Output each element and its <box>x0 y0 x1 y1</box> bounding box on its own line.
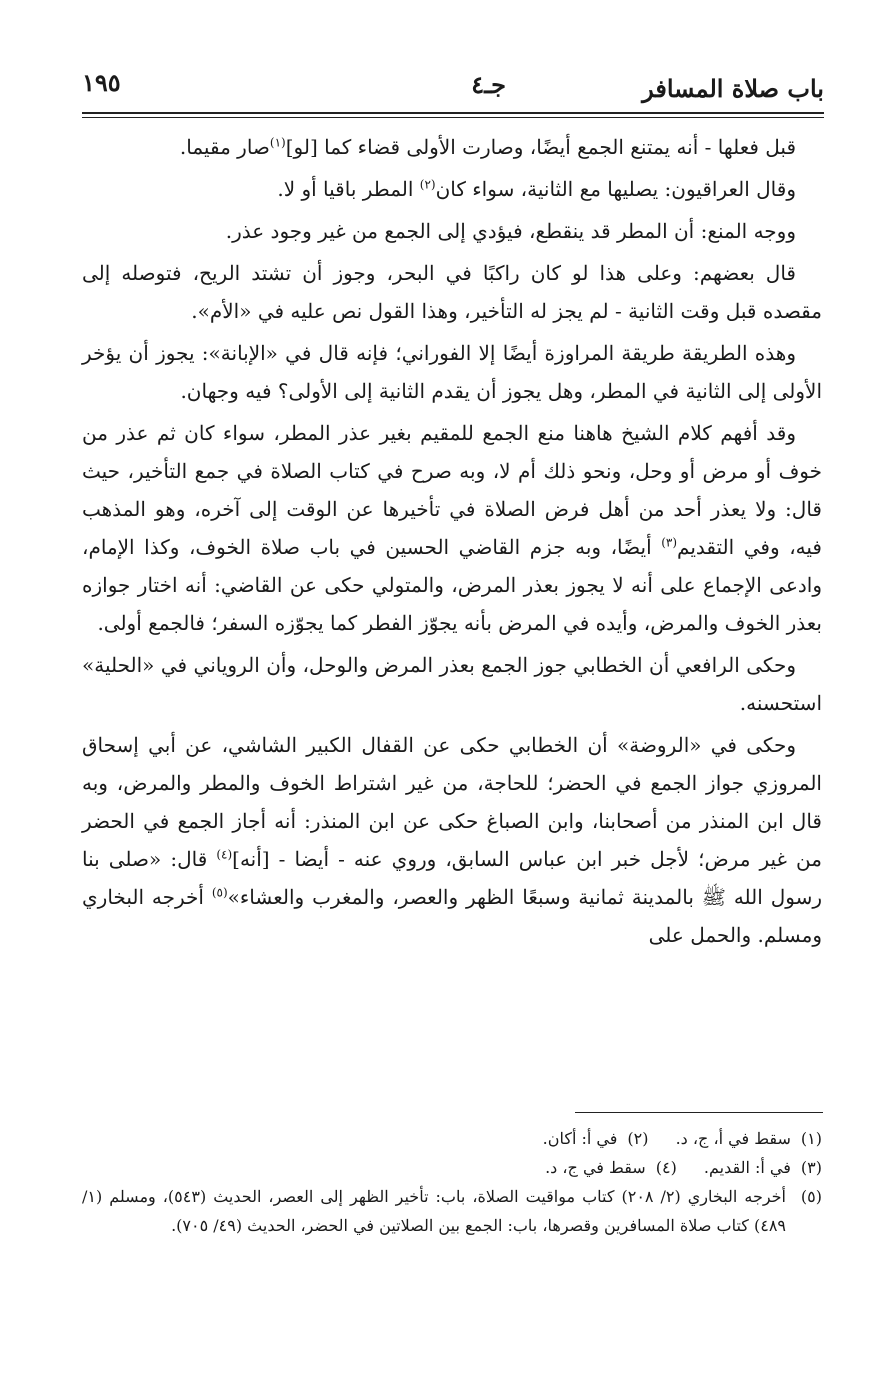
header-rule-thin <box>82 117 824 118</box>
footnote-3: (٣) في أ: القديم. <box>703 1158 822 1177</box>
paragraph-5: وهذه الطريقة طريقة المراوزة أيضًا إلا الفوراني؛ فإنه قال في «الإبانة»: يجوز أن يؤخر الأولى إلى الثانية في المطر، وهل يجوز أن يقدم الثانية إلى الأولى؟ فيه وجهان. <box>82 341 822 403</box>
volume-label: جـ٤ <box>471 70 506 99</box>
chapter-title: باب صلاة المسافر <box>642 74 824 103</box>
footnote-5: (٥) أخرجه البخاري (٢/ ٢٠٨) كتاب مواقيت الصلاة، باب: تأخير الظهر إلى العصر، الحديث (٥٤٣)، ومسلم (١/ ٤٨٩) كتاب صلاة المسافرين وقصرها، باب: الجمع بين الصلاتين في الحضر، الحديث (٤٩/ ٧٠٥). <box>82 1187 822 1235</box>
footnote-4: (٤) سقط في ج، د. <box>545 1158 677 1177</box>
footnote-separator <box>575 1112 823 1113</box>
footnote-1: (١) سقط في أ، ج، د. <box>675 1129 822 1148</box>
paragraph-2: وقال العراقيون: يصليها مع الثانية، سواء كان$^{(٢)}$ المطر باقيا أو لا. <box>277 177 796 201</box>
footnote-ref-2[interactable]: (٢) <box>419 177 436 192</box>
paragraph-1: قبل فعلها - أنه يمتنع الجمع أيضًا، وصارت الأولى قضاء كما [لو]$^{(١)}$صار مقيما. <box>179 135 796 159</box>
footnote-2: (٢) في أ: أكان. <box>542 1129 649 1148</box>
paragraph-6: وقد أفهم كلام الشيخ هاهنا منع الجمع للمقيم بغير عذر المطر، سواء كان ثم عذر من خوف أو مرض أو وحل، ونحو ذلك أم لا، وبه صرح في كتاب الصلاة في جمع التأخير، حيث قال: ولا يعذر أحد من أهل فرض الصلاة في تأخيرها عن الوقت إلى آخره، وهو المذهب فيه، وفي التقديم$^{(٣)}$ أيضًا، وبه جزم القاضي الحسين في باب صلاة الخوف، وكذا الإمام، وادعى الإجماع على أنه لا يجوز بعذر المرض، والمتولي حكى عن القاضي: أنه اختار جوازه بعذر الخوف والمرض، وأيده في المرض بأنه يجوّز الفطر كما يجوّزه السفر؛ فالجمع أولى. <box>82 421 822 635</box>
footnote-ref-5[interactable]: (٥) <box>211 885 228 900</box>
footnote-ref-4[interactable]: (٤) <box>216 847 233 862</box>
header-rule-thick <box>82 112 824 114</box>
paragraph-3: ووجه المنع: أن المطر قد ينقطع، فيؤدي إلى الجمع من غير وجود عذر. <box>225 219 796 243</box>
footnotes <box>82 1124 822 1240</box>
page-number: ١٩٥ <box>82 68 121 97</box>
paragraph-7: وحكى الرافعي أن الخطابي جوز الجمع بعذر المرض والوحل، وأن الروياني في «الحلية» استحسنه. <box>82 653 822 715</box>
footnote-row-2 <box>82 1153 822 1182</box>
footnote-ref-3[interactable]: (٣) <box>661 535 678 550</box>
footnote-ref-1[interactable]: (١) <box>269 135 286 150</box>
page-header <box>82 60 824 110</box>
paragraph-4: قال بعضهم: وعلى هذا لو كان راكبًا في البحر، وجوز أن تشتد الريح، فتوصله إلى مقصده قبل وقت الثانية - لم يجز له التأخير، وهذا القول نص عليه في «الأم». <box>82 261 822 323</box>
paragraph-8: وحكى في «الروضة» أن الخطابي حكى عن القفال الكبير الشاشي، عن أبي إسحاق المروزي جواز الجمع في الحضر؛ للحاجة، من غير اشتراط الخوف والمطر والمرض، وبه قال ابن المنذر من أصحابنا، وابن الصباغ حكى عن ابن المنذر: أنه أجاز الجمع في الحضر من غير مرض؛ لأجل خبر ابن عباس السابق، وروي عنه - أيضا - [أنه]$^{(٤)}$ قال: «صلى بنا رسول الله ﷺ بالمدينة ثمانية وسبعًا الظهر والعصر، والمغرب والعشاء»$^{(٥)}$ أخرجه البخاري ومسلم. والحمل على <box>82 733 822 947</box>
main-text <box>82 128 822 958</box>
footnote-row-1 <box>82 1124 822 1153</box>
